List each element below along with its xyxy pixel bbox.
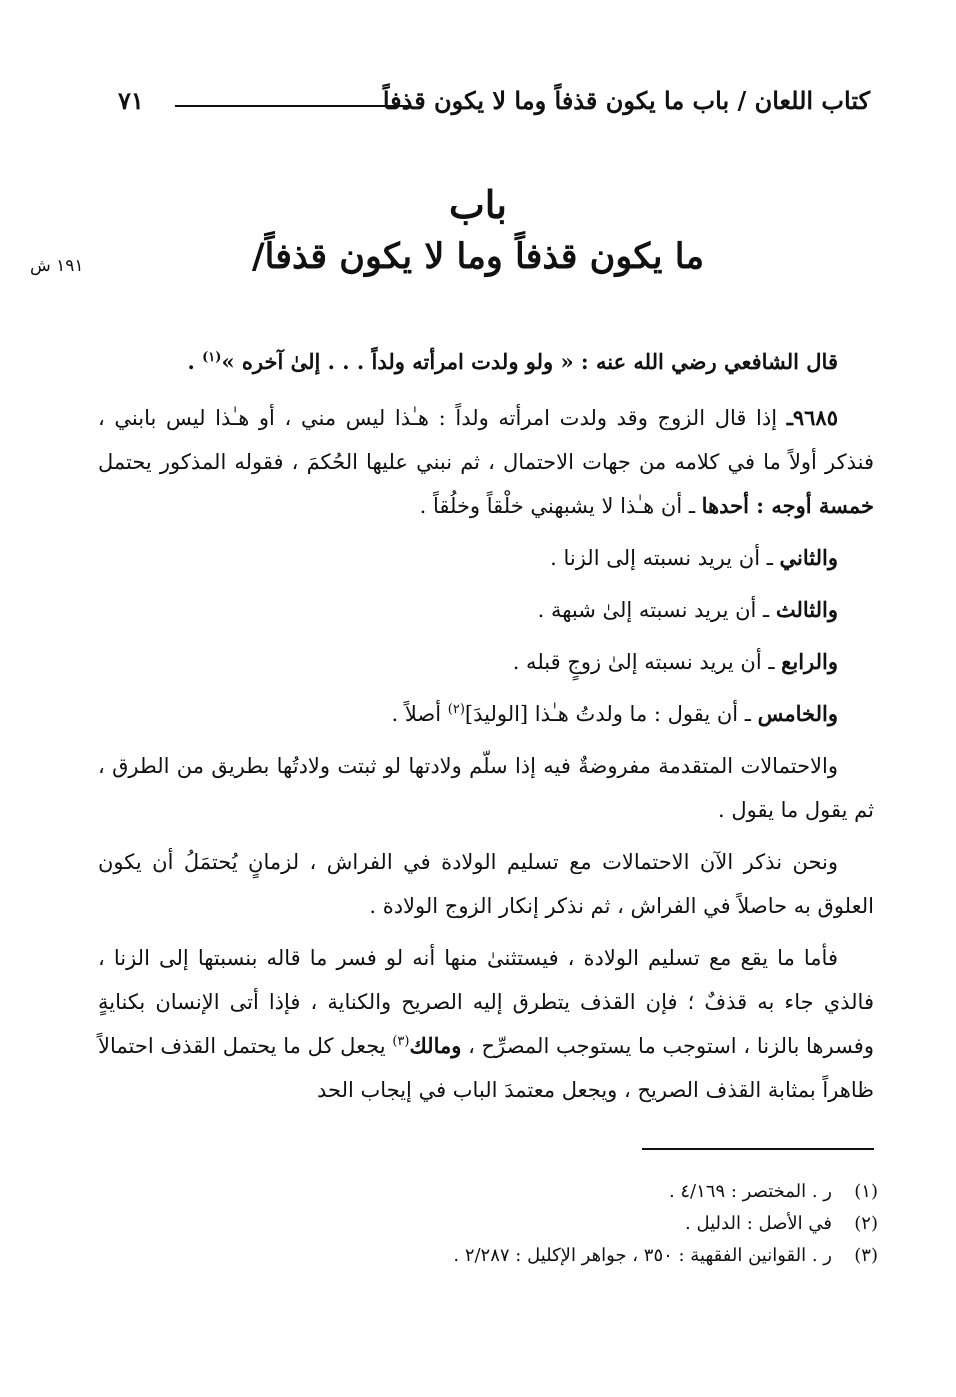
- footnote-text: في الأصل : الدليل .: [685, 1213, 832, 1234]
- paragraph-lead: إذا قال الزوج وقد ولدت امرأته ولداً : هـٰذا ليس مني ، أو هـٰذا ليس بابني ، فنذكر أولاً ما في كلامه من جهات الاحتمال ، ثم نبني عليها الحُكمَ ، فقوله المذكور يحتمل: [98, 406, 874, 474]
- page-number: ٧١: [118, 86, 144, 115]
- item-text: ـ أن يريد نسبته إلى الزنا .: [550, 546, 780, 570]
- paragraph-rest: ـ أن هـٰذا لا يشبهني خلْقاً وخلُقاً .: [419, 494, 702, 518]
- item-text: ـ أن يريد نسبته إلىٰ زوجٍ قبله .: [512, 650, 782, 674]
- shafii-quote: [98, 340, 874, 384]
- footnote-rule: [642, 1148, 874, 1150]
- footnote-text: ر . المختصر : ٤/١٦٩ .: [668, 1181, 832, 1202]
- footnote-number: (٣): [854, 1245, 878, 1266]
- paragraph-bed: ونحن نذكر الآن الاحتمالات مع تسليم الولادة في الفراش ، لزمانٍ يُحتمَلُ أن يكون العلوق به حاصلاً في الفراش ، ثم نذكر إنكار الزوج الولادة .: [98, 850, 874, 918]
- item-text: ـ أن يقول : ما ولدتُ هـٰذا [الوليدَ]: [464, 702, 758, 726]
- paragraph-qadhf: [98, 936, 874, 1112]
- footnote-ref-1: (١): [202, 350, 222, 365]
- paragraph-number: ٩٦٨٥ـ: [786, 405, 838, 430]
- footnote: [98, 1240, 878, 1272]
- list-item: [98, 692, 874, 736]
- malik-name: ومالك: [409, 1033, 462, 1058]
- item-text: ـ أن يريد نسبته إلىٰ شبهة .: [537, 598, 776, 622]
- footnote: [98, 1176, 878, 1208]
- footnote-text: ر . القوانين الفقهية : ٣٥٠ ، جواهر الإكليل : ٢/٢٨٧ .: [453, 1245, 832, 1266]
- footnote: [98, 1208, 878, 1240]
- chapter-title: ما يكون قذفاً وما لا يكون قذفاً/: [251, 236, 705, 277]
- chapter-word: باب: [449, 182, 507, 227]
- list-item: [98, 640, 874, 684]
- list-item: [98, 588, 874, 632]
- quote-text: قال الشافعي رضي الله عنه : « ولو ولدت امرأته ولداً . . . إلىٰ آخره »: [221, 349, 838, 374]
- running-header-title: كتاب اللعان / باب ما يكون قذفاً وما لا يكون قذفاً: [382, 86, 870, 115]
- body-text: [98, 340, 874, 1120]
- item-label: والرابع: [781, 649, 838, 674]
- paragraph-9685: [98, 396, 874, 528]
- footnote-ref-2: (٢): [447, 702, 465, 717]
- footnotes: [98, 1176, 878, 1272]
- footnote-ref-3: (٣): [392, 1034, 410, 1049]
- item-label: والخامس: [757, 701, 838, 726]
- paragraph-bold: خمسة أوجه : أحدها: [701, 493, 874, 518]
- quote-end: .: [187, 349, 203, 374]
- header-rule: [175, 105, 410, 107]
- footnote-number: (٢): [854, 1213, 878, 1234]
- paragraph-rest: يجعل كل ما يحتمل القذف احتمالاً ظاهراً بمثابة القذف الصريح ، ويجعل معتمدَ الباب في إيجاب الحد: [98, 1034, 874, 1102]
- item-end: أصلاً .: [391, 702, 448, 726]
- item-label: والثاني: [779, 545, 838, 570]
- margin-reference: ١٩١ ش: [30, 256, 84, 276]
- list-item: [98, 536, 874, 580]
- paragraph-text: فأما ما يقع مع تسليم الولادة ، فيستثنىٰ منها أنه لو فسر ما قاله بنسبتها إلى الزنا ، فالذي جاء به قذفٌ ؛ فإن القذف يتطرق إليه الصريح والكناية ، فإذا أتى الإنسان بكنايةٍ وفسرها بالزنا ، استوجب ما يستوجب المصرِّح ،: [98, 946, 874, 1058]
- footnote-number: (١): [854, 1181, 878, 1202]
- paragraph-probabilities: والاحتمالات المتقدمة مفروضةٌ فيه إذا سلّم ولادتها لو ثبتت ولادتُها بطريق من الطرق ، ثم يقول ما يقول .: [98, 754, 874, 822]
- item-label: والثالث: [775, 597, 838, 622]
